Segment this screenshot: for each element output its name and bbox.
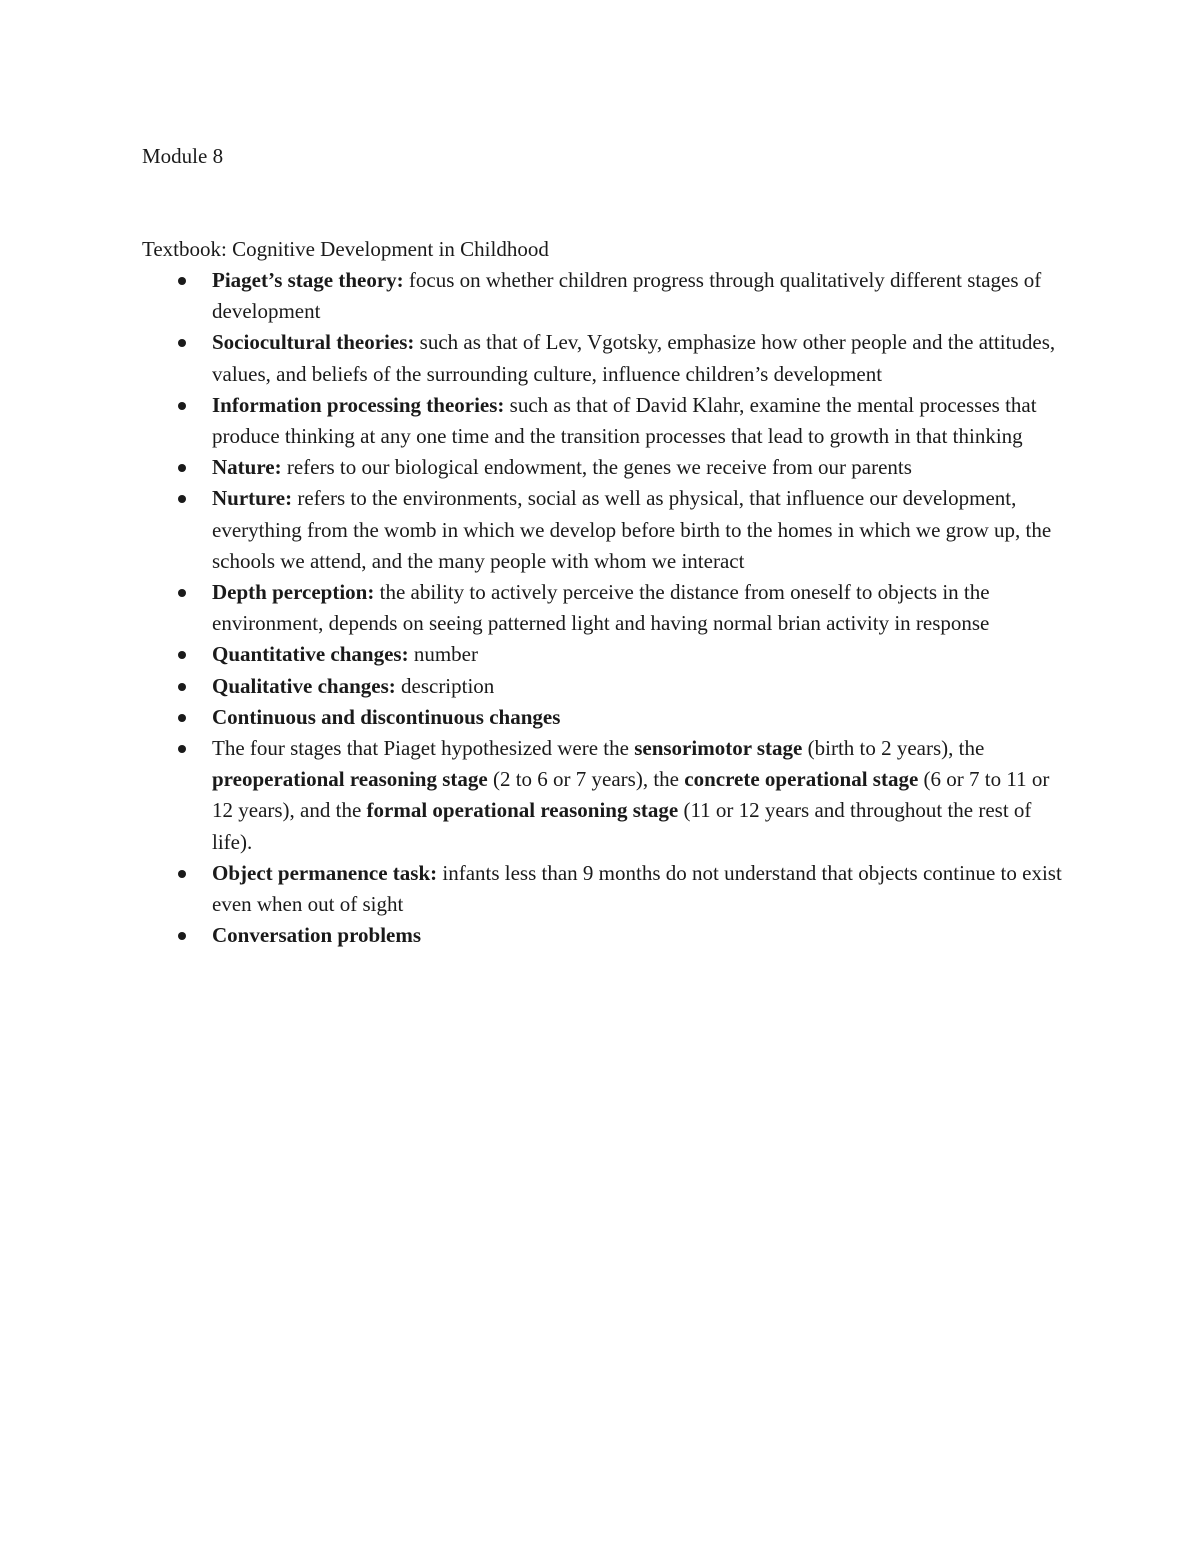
bullet-icon — [178, 402, 186, 410]
document-title: Module 8 — [142, 144, 224, 168]
bullet-icon — [178, 464, 186, 472]
term-label: Continuous and discontinuous changes — [212, 704, 561, 729]
list-item — [212, 265, 1072, 327]
term-label: Sociocultural theories: — [212, 330, 415, 355]
list-item — [212, 577, 1072, 639]
list-item — [212, 483, 1072, 577]
stage-range: (2 to 6 or 7 years), the — [487, 767, 685, 792]
term-label: Depth perception: — [212, 580, 375, 605]
term-definition: focus on whether children progress through qualitatively different stages of development — [212, 268, 1042, 324]
term-definition: refers to our biological endowment, the genes we receive from our parents — [281, 455, 912, 480]
bullet-icon — [178, 277, 186, 285]
bullet-icon — [178, 495, 186, 503]
bullet-icon — [178, 745, 186, 753]
list-item — [212, 920, 1072, 951]
list-item — [212, 671, 1072, 702]
term-label: Object permanence task: — [212, 860, 438, 885]
bullet-icon — [178, 714, 186, 722]
term-definition: infants less than 9 months do not understand that objects continue to exist even when out of sight — [212, 860, 1062, 917]
stage-name: sensorimotor stage — [634, 736, 803, 761]
term-definition: the ability to actively perceive the distance from oneself to objects in the environment, depends on seeing patterned light and having normal brian activity in response — [212, 580, 990, 636]
stage-name: formal operational reasoning stage — [366, 798, 679, 823]
notes-list — [212, 265, 1072, 951]
term-label: Conversation problems — [212, 923, 422, 948]
term-definition: number — [408, 642, 478, 667]
list-item-piaget-stages — [212, 733, 1072, 858]
term-definition: description — [395, 673, 495, 698]
list-item — [212, 327, 1072, 389]
term-label: Information processing theories: — [212, 392, 505, 417]
list-item — [212, 639, 1072, 670]
term-definition: such as that of David Klahr, examine the mental processes that produce thinking at any one time and the transition processes that lead to growth in that thinking — [212, 392, 1037, 449]
term-label: Nurture: — [212, 486, 293, 511]
term-label: Quantitative changes: — [212, 642, 409, 667]
term-definition: refers to the environments, social as well as physical, that influence our development, everything from the womb in which we develop before birth to the homes in which we grow up, the schools we attend, and the many people with whom we interact — [212, 486, 1052, 573]
stage-range: (6 or 7 to 11 or 12 years), and the — [212, 767, 1050, 823]
bullet-icon — [178, 589, 186, 597]
stage-range: (11 or 12 years and throughout the rest of life). — [212, 798, 1032, 854]
list-item — [212, 702, 1072, 733]
bullet-icon — [178, 339, 186, 347]
bullet-icon — [178, 651, 186, 659]
term-label: Piaget’s stage theory: — [212, 268, 404, 292]
stage-name: concrete operational stage — [684, 767, 919, 792]
term-label: Qualitative changes: — [212, 673, 396, 698]
term-definition: such as that of Lev, Vgotsky, emphasize how other people and the attitudes, values, and beliefs of the surrounding culture, influence children’s development — [212, 330, 1056, 386]
document-subtitle: Textbook: Cognitive Development in Childhood — [142, 237, 549, 261]
list-item — [212, 452, 1072, 483]
bullet-icon — [178, 932, 186, 940]
bullet-icon — [178, 870, 186, 878]
list-item — [212, 858, 1072, 920]
stage-range: (birth to 2 years), the — [802, 736, 985, 761]
stages-intro: The four stages that Piaget hypothesized were the — [212, 736, 635, 761]
bullet-icon — [178, 683, 186, 691]
list-item — [212, 390, 1072, 452]
stage-name: preoperational reasoning stage — [212, 767, 488, 792]
term-label: Nature: — [212, 455, 282, 480]
